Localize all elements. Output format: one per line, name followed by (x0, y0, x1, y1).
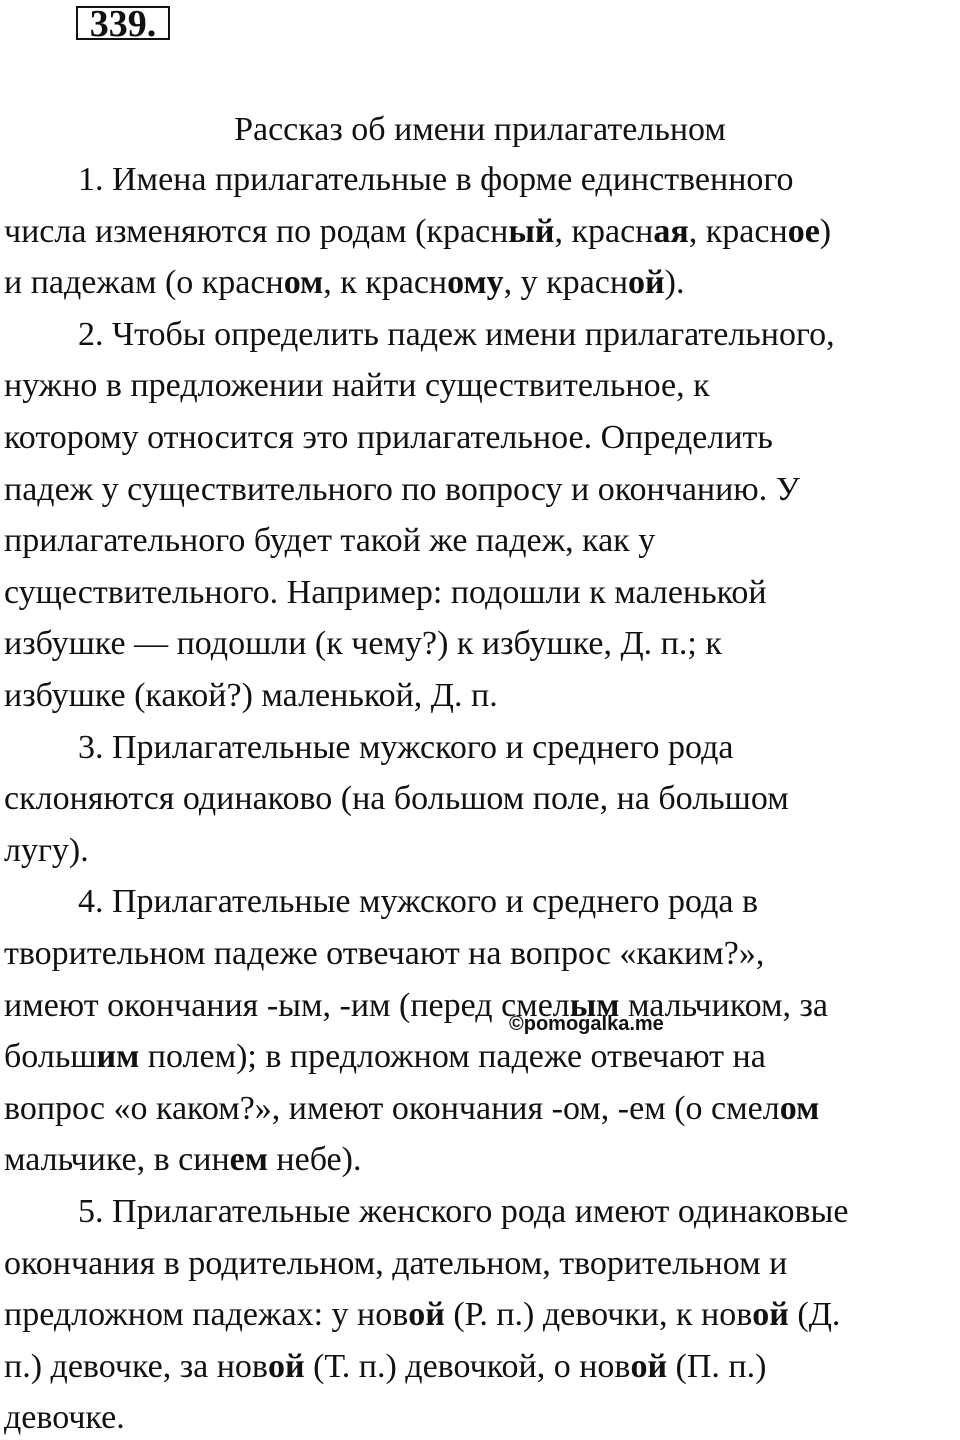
bold-ending: ой (630, 1347, 668, 1385)
bold-ending: ому (447, 264, 504, 302)
text-segment: существительного. Например: подошли к маленькой (4, 573, 767, 611)
text-segment: избушке — подошли (к чему?) к избушке, Д. п.; к (4, 625, 722, 663)
bold-ending: ый (508, 212, 555, 250)
text-segment: нужно в предложении найти существительное, к (4, 367, 710, 405)
text-segment: окончания в родительном, дательном, творительном и (4, 1244, 788, 1282)
text-line (4, 1293, 840, 1337)
text-segment: (Т. п.) девочкой, о нов (304, 1347, 631, 1385)
text-segment: творительном падеже отвечают на вопрос «каким?», (4, 935, 765, 972)
bold-ending: ой (408, 1296, 445, 1334)
text-line (4, 261, 684, 305)
text-segment: лугу). (4, 831, 89, 869)
bold-ending: ое (787, 212, 820, 250)
text-line (4, 1035, 766, 1079)
text-segment: предложном падежах: у нов (4, 1296, 409, 1334)
text-segment: (Р. п.) девочки, к нов (444, 1296, 753, 1334)
text-line (4, 210, 831, 254)
text-line (4, 777, 789, 821)
text-segment: которому относится это прилагательное. Определить (4, 419, 773, 456)
text-segment: ). (664, 264, 685, 302)
text-segment: прилагательного будет такой же падеж, как у (4, 522, 656, 560)
text-segment: , у красн (503, 264, 629, 302)
text-line (4, 984, 828, 1028)
bold-ending: ом (779, 1089, 820, 1127)
bold-ending: ой (752, 1296, 789, 1334)
text-line (78, 313, 835, 357)
text-segment: вопрос «о каком?», имеют окончания -ом, -ем (о смел (4, 1089, 780, 1127)
text-segment: , красн (554, 212, 654, 250)
text-segment: числа изменяются по родам (красн (4, 212, 509, 250)
text-line (78, 880, 758, 924)
text-segment: падеж у существительного по вопросу и окончанию. У (4, 470, 800, 508)
text-segment: , красн (688, 212, 788, 250)
text-line (4, 932, 764, 976)
text-segment: (П. п.) (667, 1347, 767, 1385)
text-segment: 5. Прилагательные женского рода имеют одинаковые (78, 1193, 849, 1230)
bold-ending: ой (628, 264, 665, 302)
text-line (4, 416, 773, 460)
text-line (4, 468, 800, 512)
text-line (4, 674, 498, 718)
watermark: ©pomogalka.me (509, 1013, 664, 1035)
text-line (4, 571, 767, 615)
document-title: Рассказ об имени прилагательном (234, 111, 726, 148)
bold-ending: ая (653, 212, 689, 250)
text-line (4, 1242, 787, 1286)
text-segment: мальчиком, за (619, 986, 829, 1024)
text-segment: полем); в предложном падеже отвечают на (139, 1038, 766, 1076)
bold-ending: ом (283, 264, 324, 302)
text-segment: и падежам (о красн (4, 264, 284, 302)
text-segment: ) (819, 212, 832, 250)
text-line (4, 1138, 361, 1182)
text-segment: избушке (какой?) маленькой, Д. п. (4, 677, 498, 714)
text-line (4, 1087, 819, 1131)
text-segment: девочке. (4, 1399, 125, 1437)
text-line (4, 1396, 125, 1440)
text-segment: склоняются одинаково (на большом поле, на большом (4, 780, 789, 818)
text-line (4, 829, 89, 873)
text-segment: (Д. (788, 1296, 841, 1334)
text-segment: , к красн (323, 264, 448, 302)
bold-ending: им (96, 1038, 140, 1076)
bold-ending: ем (229, 1141, 268, 1179)
text-segment: больш (4, 1038, 97, 1076)
bold-ending: ой (267, 1347, 305, 1385)
text-segment: небе). (267, 1141, 362, 1179)
text-line (4, 519, 655, 563)
text-segment: 3. Прилагательные мужского и среднего рода (78, 728, 734, 766)
task-number-box: 339. (76, 6, 170, 40)
text-line (4, 1345, 766, 1389)
text-line (78, 158, 794, 202)
text-line (78, 726, 733, 770)
text-segment: мальчике, в син (4, 1141, 230, 1179)
bold-ending: ым (569, 986, 620, 1024)
text-segment: 1. Имена прилагательные в форме единственного (78, 161, 794, 198)
text-segment: п.) девочке, за нов (4, 1347, 268, 1385)
text-segment: имеют окончания -ым, -им (перед смел (4, 986, 570, 1024)
text-line (4, 364, 710, 408)
text-segment: 2. Чтобы определить падеж имени прилагательного, (78, 315, 835, 353)
text-line (4, 622, 722, 666)
text-line (78, 1190, 848, 1234)
text-segment: 4. Прилагательные мужского и среднего рода в (78, 883, 759, 921)
